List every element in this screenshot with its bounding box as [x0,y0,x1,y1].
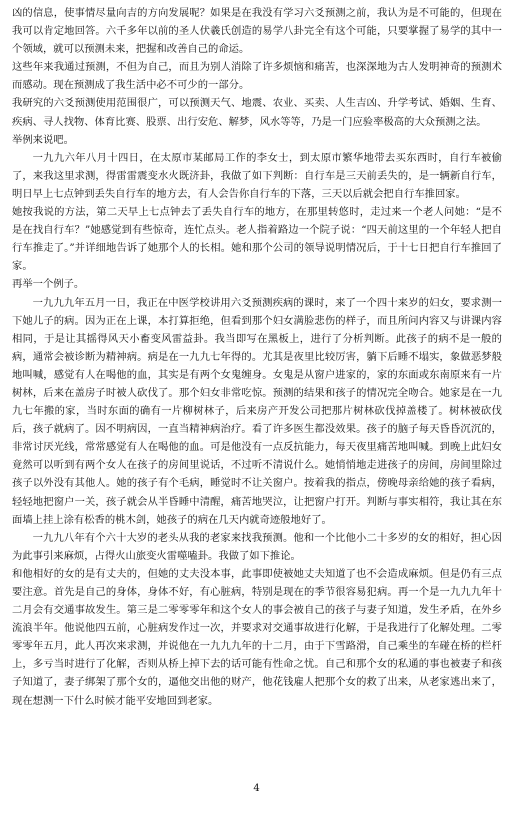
paragraph: 一九九六年八月十四日，在太原市某邮局工作的李女士，到太原市繁华地带去买东西时，自行车被偷了，来我这里求测，得雷雷震变水火既济卦，我做了如下判断：自行车是三天前丢失的，是一辆新自行车，明日早上七点钟到丢失自行车的地方去，有人会告你自行车的下落，三天以后就会把自行车推回家。 [12,151,502,200]
paragraph: 举例来说吧。 [12,133,74,146]
paragraph: 再举一个例子。 [12,278,85,291]
document-page [12,4,502,710]
paragraph: 凶的信息，使事情尽量向吉的方向发展呢？如果是在我没有学习六爻预测之前，我认为是不可能的，但现在我可以肯定地回答。六千多年以前的圣人伏羲氏创造的易学八卦完全有这个可能，只要掌握了易学的其中一个领域，就可以预测未来，把握和改善自己的命运。 [12,7,502,56]
paragraph: 和他相好的女的是有丈夫的，但她的丈夫没本事，此事即使被她丈夫知道了也不会造成麻烦。但是仍有三点要注意。首先是自己的身体，身体不好，有心脏病，特别是现在的季节很容易犯病。再一个是一九九九年十二月会有交通事故发生。第三是二零零零年和这个女人的事会被自己的孩子与妻子知道，发生矛盾，在外乡流浪半年。他说他四五前，心脏病发作过一次，并要求对交通事故进行化解，于是我进行了化解处理。二零零零年五月，此人再次来求测，并说他在一九九九年的十二月，由于下雪路滑，自己乘坐的车碰在桥的栏杆上，多亏当时进行了化解，否则从桥上掉下去的话可能有性命之忧。自己和那个女的私通的事也被妻子和孩子知道了，妻子绑架了那个女的，逼他交出他的财产，他花钱雇人把那个女的救了出来，从老家逃出来了，现在想测一下什么时候才能平安地回到老家。 [12,567,502,707]
paragraph: 她按我说的方法，第二天早上七点钟去了丢失自行车的地方，在那里转悠时，走过来一个老人问她：“是不是在找自行车？”她感觉到有些惊奇，连忙点头。老人指着路边一个院子说：“四天前这里的一个年轻人把自行车推走了。”并详细地告诉了她那个人的长相。她和那个公司的领导说明情况后，于十七日把自行车推回了家。 [12,206,502,273]
paragraph: 这些年来我通过预测，不但为自己，而且为别人消除了许多烦恼和痛苦，也深深地为古人发明神奇的预测术而感动。现在预测成了我生活中必不可少的一部分。 [12,61,502,92]
paragraph: 一九九九年五月一日，我正在中医学校讲用六爻预测疾病的课时，来了一个四十来岁的妇女，要求测一下她儿子的病。因为正在上课，本打算拒绝，但看到那个妇女满脸悲伤的样子，而且所问内容又与讲课内容相同，于是让其摇得风天小畜变风雷益卦。我当即写在黑板上，进行了分析判断。此孩子的病不是一般的病，通常会被诊断为精神病。病是在一九九七年得的。尤其是夜里比较厉害，躺下后睡不塌实，象做恶梦般地叫喊，感觉有人在喝他的血，其实是有两个女鬼缠身。女鬼是从窗户进家的，家的东面或东南原来有一片树林，后来在盖房子时被人砍伐了。那个妇女非常吃惊。预测的结果和孩子的情况完全吻合。她家是在一九九七年搬的家，当时东面的确有一片柳树林子，后来房产开发公司把那片树林砍伐掉盖楼了。树林被砍伐后，孩子就病了。因不明病因，一直当精神病治疗。看了许多医生都没效果。孩子的脑子每天昏昏沉沉的，非常讨厌光线，常常感觉有人在喝他的血。可是他没有一点反抗能力，每天夜里痛苦地叫喊。到晚上此妇女竟然可以听到有两个女人在孩子的房间里说话，不过听不清说什么。她悄悄地走进孩子的房间，房间里除过孩子以外没有其他人。她的孩子有个毛病，睡觉时不让关窗户。按着我的指点，傍晚母亲给她的孩子看病，轻轻地把窗户一关，孩子就会从半昏睡中清醒，痛苦地哭泣，让把窗户打开。判断与事实相符，我让其在东面墙上挂上涂有松香的桃木剑，她孩子的病在几天内就奇迹般地好了。 [12,296,502,526]
paragraph: 一九九八年有个六十大岁的老头从我的老家来找我预测。他和一个比他小二十多岁的女的相好，担心因为此事引来麻烦，占得火山旅变火雷噬嗑卦。我做了如下推论。 [12,531,502,562]
paragraph: 我研究的六爻预测使用范围很广，可以预测天气、地震、农业、买卖、人生吉凶、升学考试、婚姻、生育、疾病、寻人找物、体育比赛、股票、出行安危、解梦，风水等等，乃是一门应验率极高的大众预测之法。 [12,97,502,128]
page-number: 4 [253,783,260,794]
